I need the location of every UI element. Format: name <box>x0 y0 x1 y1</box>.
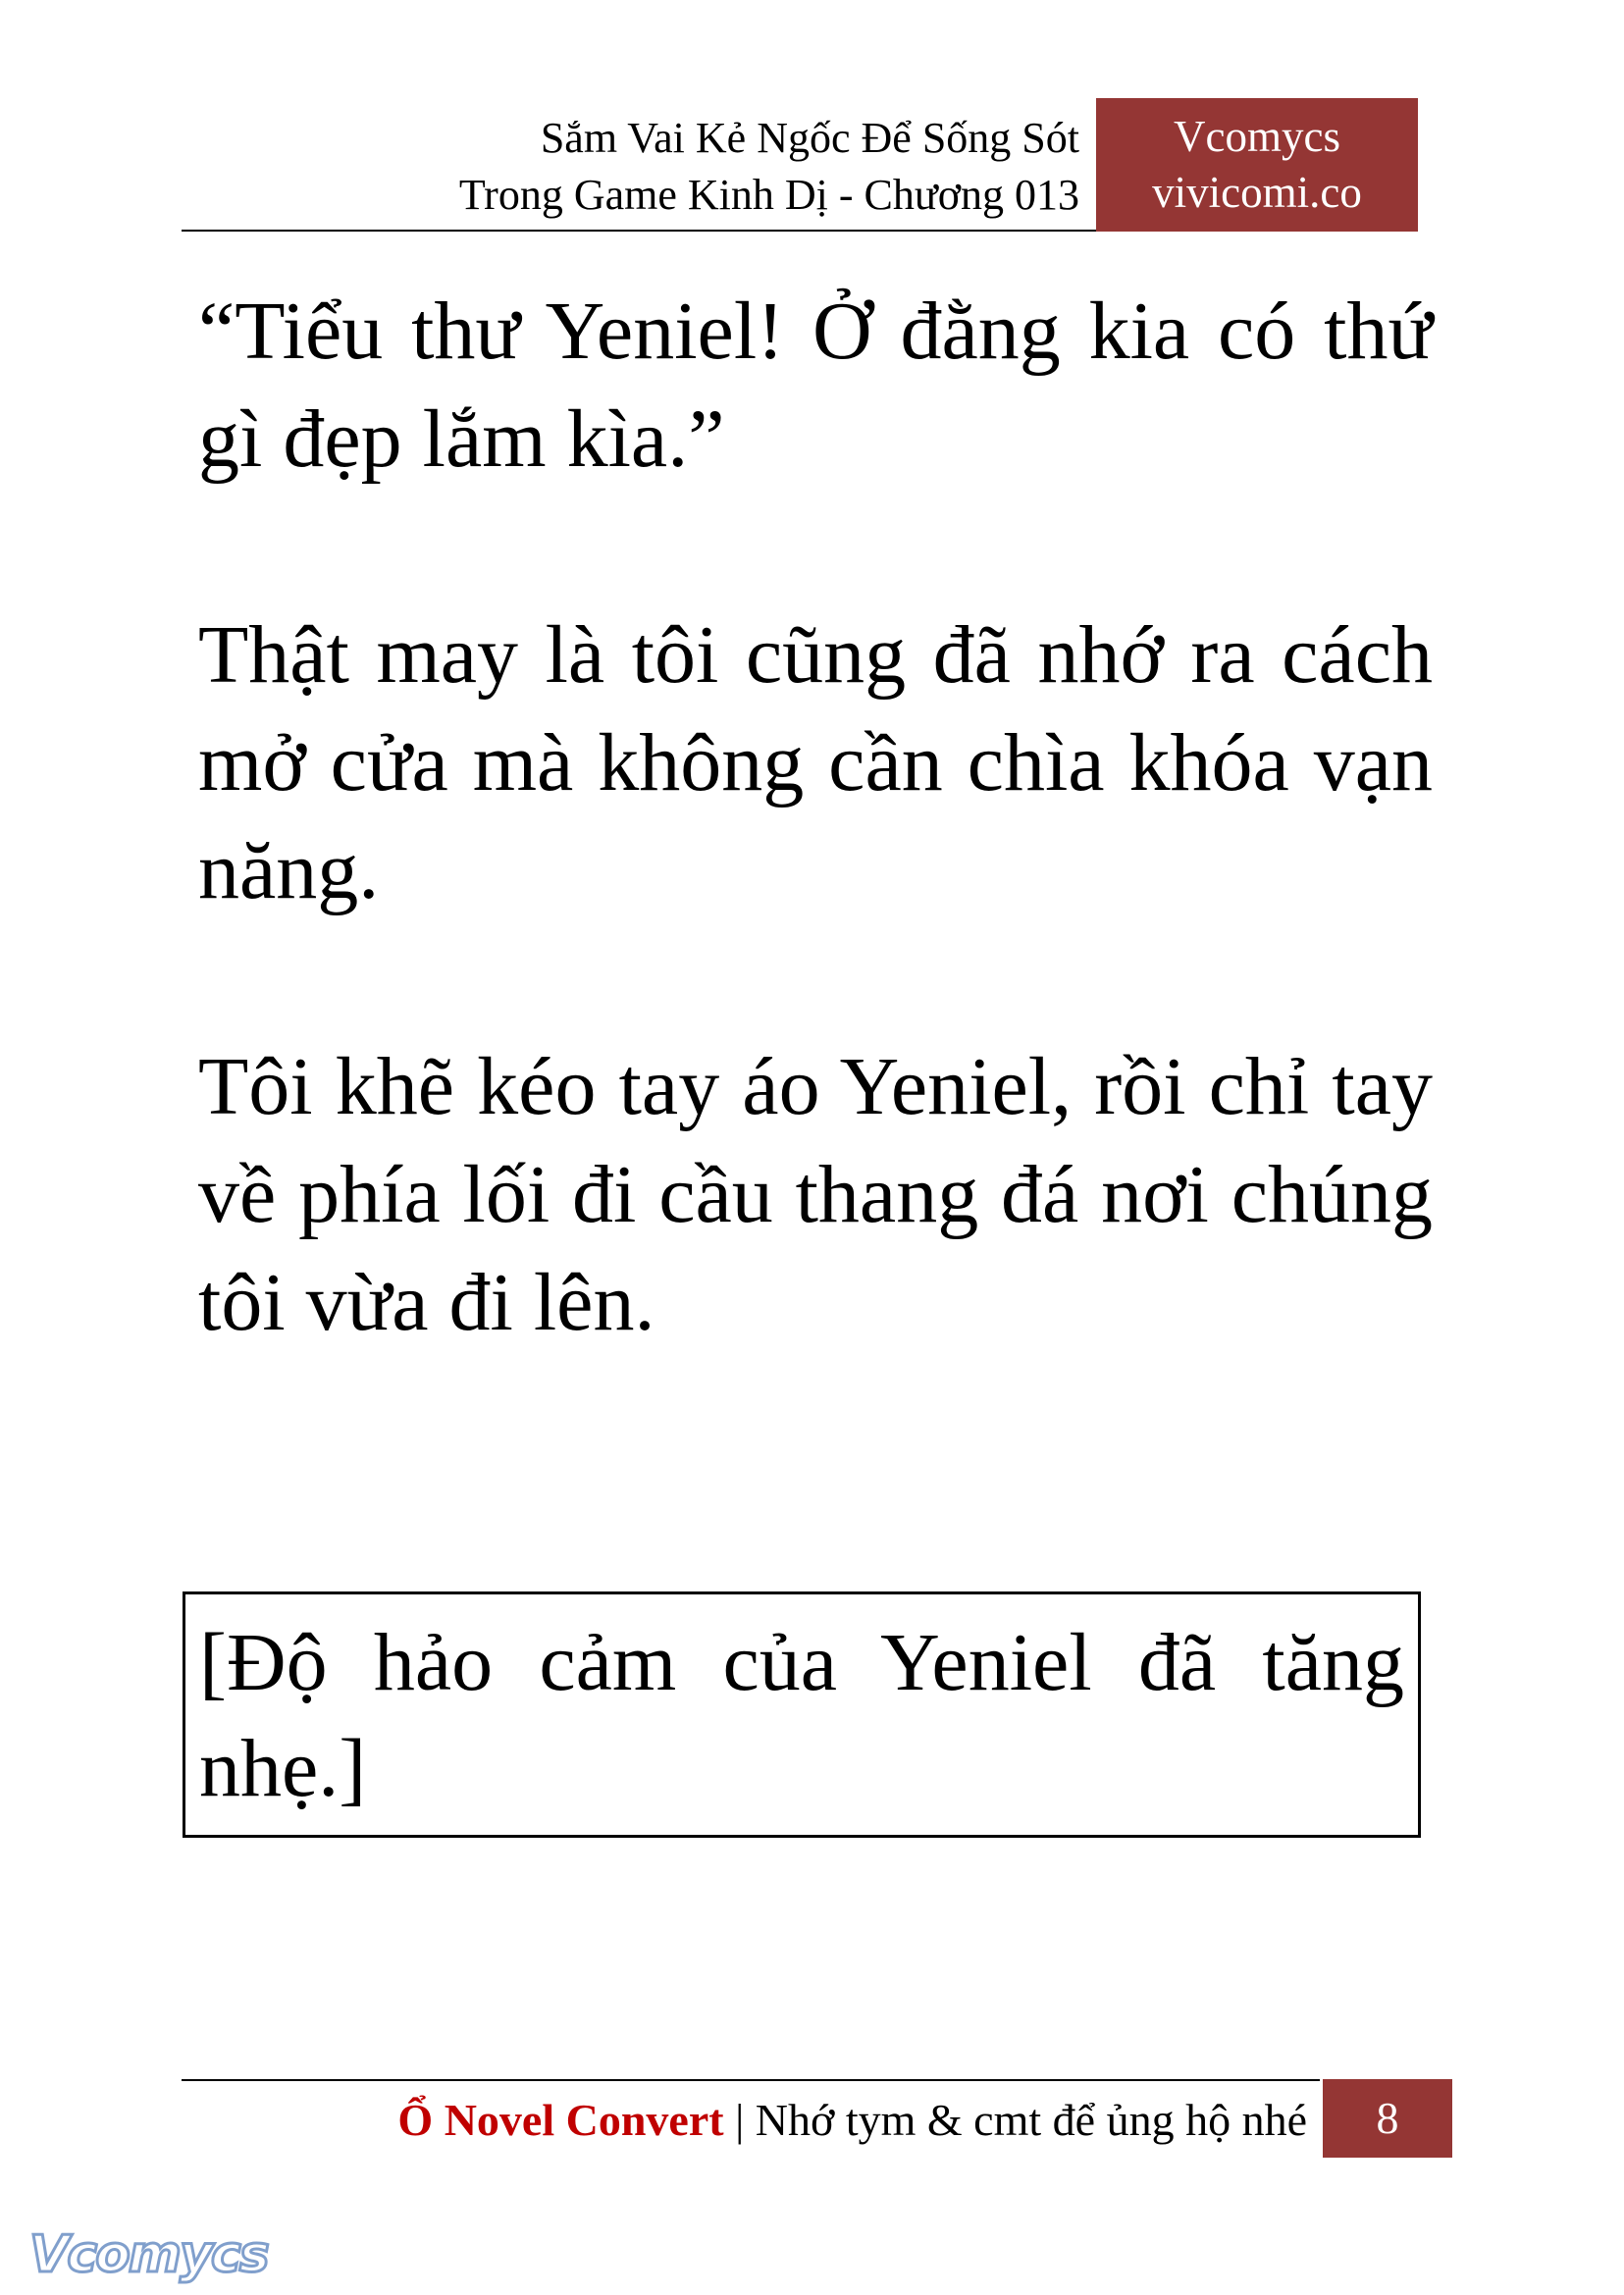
story-text <box>198 278 1433 1357</box>
paragraph-2: Thật may là tôi cũng đã nhớ ra cách mở cửa mà không cần chìa khóa vạn năng. <box>198 609 1433 916</box>
footer-separator: | <box>723 2095 756 2145</box>
system-notice-box <box>183 1591 1421 1838</box>
footer-brand: Ổ Novel Convert <box>397 2095 724 2145</box>
vcomycs-logo: Vcomycs <box>29 2225 268 2284</box>
footer-message: Nhớ tym & cmt để ủng hộ nhé <box>755 2095 1307 2145</box>
page-footer <box>182 2079 1452 2158</box>
system-notice-text: [Độ hảo cảm của Yeniel đã tăng nhẹ.] <box>199 1617 1404 1814</box>
footer-text <box>397 2091 1307 2150</box>
paragraph-1: “Tiểu thư Yeniel! Ở đằng kia có thứ gì đẹp lắm kìa.” <box>198 286 1433 485</box>
header-divider <box>182 230 1104 232</box>
site-badge-name: Vcomycs <box>1174 112 1340 161</box>
site-badge <box>1096 98 1418 232</box>
chapter-title-line-1: Sắm Vai Kẻ Ngốc Để Sống Sót <box>540 114 1079 162</box>
chapter-title-line-2: Trong Game Kinh Dị - Chương 013 <box>458 171 1079 219</box>
paragraph-3: Tôi khẽ kéo tay áo Yeniel, rồi chỉ tay về phía lối đi cầu thang đá nơi chúng tôi vừa đi lên. <box>198 1041 1433 1348</box>
page-number: 8 <box>1323 2079 1452 2158</box>
page-header <box>182 98 1418 232</box>
footer-divider <box>182 2079 1320 2081</box>
site-badge-url: vivicomi.co <box>1152 168 1362 217</box>
chapter-title <box>459 110 1079 224</box>
